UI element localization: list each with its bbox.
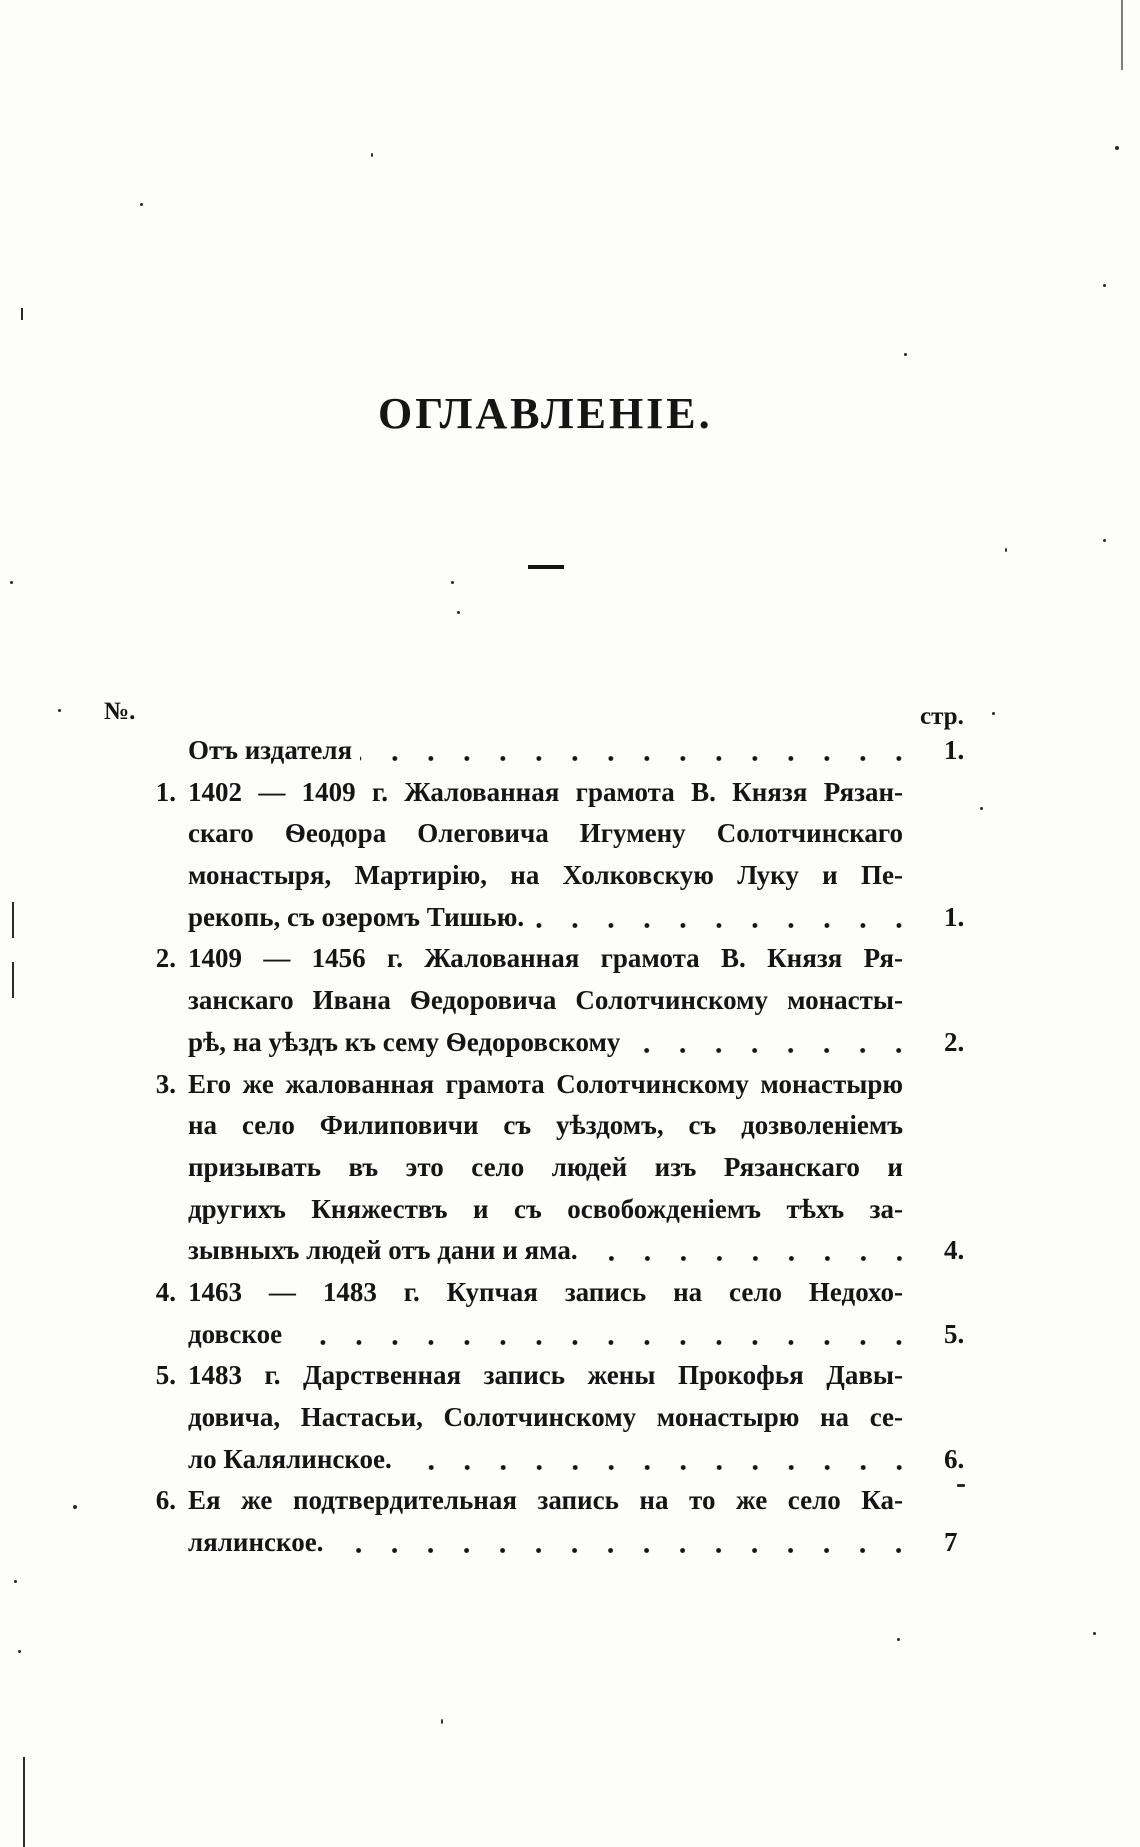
scan-edge-mark: [21, 308, 23, 320]
toc-line: [0, 1397, 1140, 1439]
entry-text-line: [188, 1314, 903, 1356]
scan-speck: [1093, 1632, 1096, 1635]
scan-speck: [1103, 284, 1106, 287]
toc-line: [0, 1314, 1140, 1356]
page-number: 2.: [944, 1026, 965, 1057]
scan-speck: [73, 1505, 77, 1509]
dot-leader: [400, 1439, 903, 1481]
scan-speck: [10, 581, 13, 584]
entry-text-line: [188, 1439, 903, 1481]
scan-speck: [371, 153, 373, 157]
entry-number: 6.: [155, 1485, 176, 1516]
entry-text-line: довича, Настасьи, Солотчинскому монастырю на се-: [188, 1402, 903, 1432]
scan-edge-mark: [12, 902, 14, 938]
page-number: 7: [944, 1527, 958, 1558]
entry-text-line: Его же жалованная грамота Солотчинскому монастырю: [188, 1068, 903, 1099]
toc-line: [0, 772, 1140, 814]
scan-speck: [457, 611, 460, 614]
table-of-contents: [0, 730, 1140, 1564]
entry-text-line: 1463 — 1483 г. Купчая запись на село Недохо-: [188, 1276, 903, 1307]
entry-text: ло Калялинское.: [188, 1443, 392, 1474]
toc-line: [0, 1522, 1140, 1564]
entry-text-line: Ея же подтвердительная запись на то же село Ка-: [188, 1485, 903, 1516]
entry-text-line: на село Филиповичи съ уѣздомъ, съ дозволеніемъ: [188, 1110, 903, 1141]
toc-line: [0, 1147, 1140, 1189]
scan-edge-mark: [23, 1757, 25, 1847]
entry-text: рекопь, съ озеромъ Тишью.: [188, 901, 525, 932]
scan-speck: [441, 1719, 443, 1724]
scan-speck: [897, 1638, 900, 1641]
entry-text: довское: [188, 1318, 283, 1349]
page-number: 6.: [944, 1443, 965, 1474]
page-number: 5.: [944, 1318, 965, 1349]
scan-speck: [451, 581, 454, 584]
entry-text-line: [188, 897, 903, 939]
scan-speck: [980, 807, 983, 810]
toc-line: [0, 1230, 1140, 1272]
scan-speck: [957, 1484, 965, 1487]
scan-speck: [904, 353, 907, 356]
scan-speck: [1005, 548, 1007, 552]
entry-text: лялинское.: [188, 1527, 324, 1558]
toc-line: [0, 813, 1140, 855]
entry-number: 1.: [155, 776, 176, 807]
entry-text-line: скаго Ѳеодора Олеговича Игумену Солотчинскаго: [188, 818, 903, 849]
toc-line: [0, 855, 1140, 897]
toc-line: [0, 1272, 1140, 1314]
entry-number: 3.: [155, 1068, 176, 1099]
entry-text: Отъ издателя: [188, 735, 353, 765]
entry-text-line: другихъ Княжествъ и съ освобожденіемъ тѣхъ за-: [188, 1193, 903, 1224]
entry-text-line: [188, 1022, 903, 1064]
entry-text-line: [188, 1230, 903, 1272]
toc-line: [0, 1439, 1140, 1481]
entry-text-line: 1483 г. Дарственная запись жены Прокофья Давы-: [188, 1360, 903, 1391]
entry-text: рѣ, на уѣздъ къ сему Ѳедоровскому: [188, 1026, 621, 1057]
page-title: ОГЛАВЛЕНІЕ.: [378, 389, 713, 438]
toc-line: [0, 1480, 1140, 1522]
page-column-header: стр.: [920, 703, 964, 730]
toc-line: [0, 980, 1140, 1022]
entry-number: 2.: [155, 943, 176, 974]
toc-line: [0, 938, 1140, 980]
entry-text-line: занскаго Ивана Ѳедоровича Солотчинскому монасты-: [188, 985, 903, 1016]
title-rule: [528, 565, 564, 569]
dot-leader: [586, 1230, 903, 1272]
page-number: 1.: [944, 901, 965, 932]
scan-edge-mark: [1121, 0, 1123, 70]
page-number: 1.: [944, 735, 965, 765]
dot-leader: [331, 1522, 903, 1564]
entry-text-line: монастыря, Мартирію, на Холковскую Луку и Пе-: [188, 860, 903, 891]
scan-speck: [992, 712, 995, 715]
entry-text-line: [188, 730, 903, 772]
toc-line: [0, 1022, 1140, 1064]
scan-speck: [58, 709, 61, 712]
entry-number: 4.: [155, 1276, 176, 1307]
scan-edge-mark: [12, 962, 14, 998]
entry-text-line: призывать въ это село людей изъ Рязанскаго и: [188, 1151, 903, 1182]
scan-speck: [18, 1650, 21, 1653]
toc-line: [0, 730, 1140, 772]
dot-leader: [532, 897, 903, 939]
page-number: 4.: [944, 1235, 965, 1266]
scan-speck: [1103, 539, 1106, 542]
scan-speck: [140, 203, 143, 206]
toc-line: [0, 1355, 1140, 1397]
toc-line: [0, 1189, 1140, 1231]
entry-text: зывныхъ людей отъ дани и яма.: [188, 1235, 578, 1266]
dot-leader: [360, 730, 903, 772]
toc-line: [0, 897, 1140, 939]
scan-speck: [1115, 146, 1119, 150]
entry-text-line: [188, 1522, 903, 1564]
dot-leader: [290, 1314, 903, 1356]
entry-number: 5.: [155, 1360, 176, 1391]
entry-text-line: 1402 — 1409 г. Жалованная грамота В. Князя Рязан-: [188, 776, 903, 807]
entry-text-line: 1409 — 1456 г. Жалованная грамота В. Князя Ря-: [188, 943, 903, 974]
dot-leader: [628, 1022, 903, 1064]
toc-line: [0, 1064, 1140, 1106]
number-column-header: №.: [104, 698, 136, 725]
scan-speck: [14, 1580, 17, 1583]
toc-line: [0, 1105, 1140, 1147]
